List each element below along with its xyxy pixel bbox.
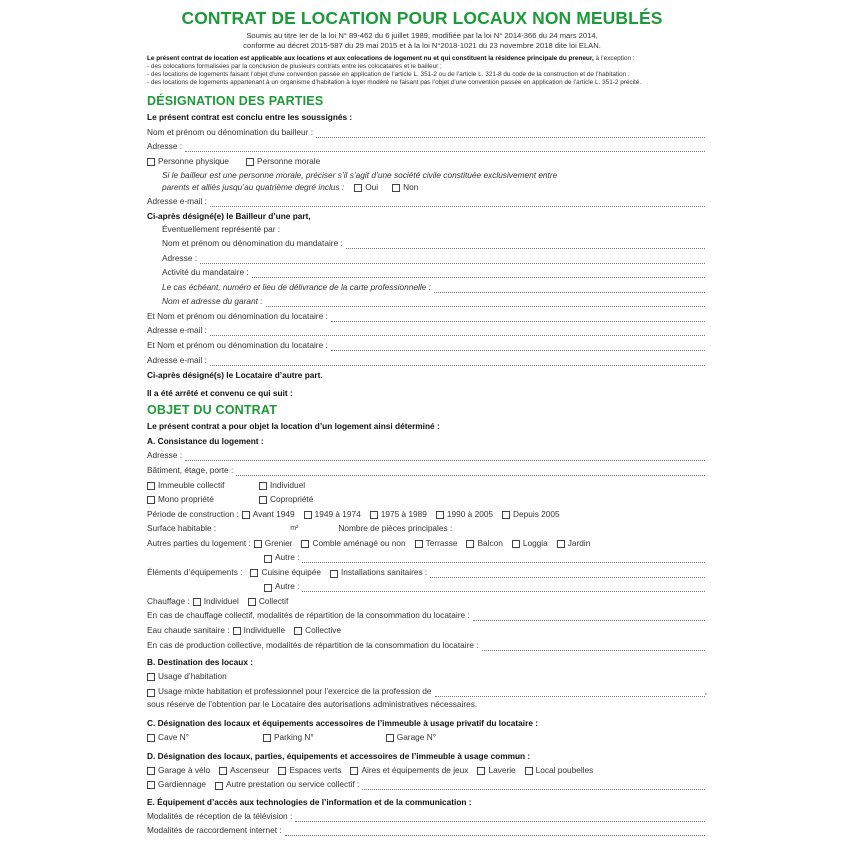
bailleur-name-label: Nom et prénom ou dénomination du bailleur : — [147, 127, 314, 137]
checkbox-label: Immeuble collectif — [158, 480, 225, 490]
checkbox-box[interactable] — [512, 540, 520, 548]
locataire-2-email-label: Adresse e-mail : — [147, 355, 207, 365]
section-heading-parties: DÉSIGNATION DES PARTIES — [147, 94, 324, 108]
autres-parties-row — [147, 538, 599, 549]
section-c-title: C. Désignation des locaux et équipements accessoires de l’immeuble à usage privatif du locataire : — [147, 718, 539, 728]
checkbox-autre-equipement[interactable] — [264, 584, 272, 592]
checkbox-eau-collective[interactable] — [294, 625, 341, 636]
checkbox-garage[interactable] — [386, 732, 436, 743]
logement-address-field[interactable] — [147, 450, 705, 461]
checkbox-label: Collective — [305, 625, 342, 635]
page-title: CONTRAT DE LOCATION POUR LOCAUX NON MEUBLÉS — [181, 8, 663, 28]
autre-parties-label: Autre : — [275, 552, 300, 562]
eau-chaude-label: Eau chaude sanitaire : — [147, 625, 230, 635]
section-a-title: A. Consistance du logement : — [147, 436, 264, 446]
checkbox-label: Collectif — [258, 596, 289, 606]
section-e-title: E. Équipement d’accès aux technologies de l’information et de la communication : — [147, 797, 472, 807]
checkbox-periode-4[interactable] — [436, 509, 493, 520]
checkbox-box[interactable] — [147, 734, 155, 742]
checkbox-box[interactable] — [250, 569, 258, 577]
checkbox-box[interactable] — [259, 496, 267, 504]
checkbox-box[interactable] — [301, 540, 309, 548]
checkbox-box[interactable] — [502, 511, 510, 519]
checkbox-loggia[interactable] — [512, 538, 548, 549]
checkbox-label: Terrasse — [425, 538, 458, 548]
section-d-title: D. Désignation des locaux, parties, équipements et accessoires de l’immeuble à usage commun : — [147, 751, 531, 761]
chauffage-row — [147, 596, 297, 607]
checkbox-box[interactable] — [147, 767, 155, 775]
bailleur-name-line[interactable] — [316, 129, 705, 138]
checkbox-box[interactable] — [259, 482, 267, 490]
usage-mixte-label: Usage mixte habitation et professionnel pour l’exercice de la profession de — [158, 686, 432, 696]
checkbox-jardin[interactable] — [557, 538, 591, 549]
autre-parties-field[interactable] — [264, 552, 705, 563]
carte-pro-label: Le cas échéant, numéro et lieu de délivrance de la carte professionnelle : — [162, 282, 431, 292]
checkbox-box[interactable] — [246, 158, 254, 166]
sci-question-line-1: Si le bailleur est une personne morale, préciser s’il s’agit d’une société civile constituée exclusivement entre — [162, 170, 558, 180]
checkbox-box[interactable] — [147, 496, 155, 504]
carte-pro-field[interactable] — [162, 282, 705, 293]
tv-line[interactable] — [295, 813, 705, 822]
checkbox-label: 1990 à 2005 — [446, 509, 494, 519]
internet-line[interactable] — [285, 827, 705, 836]
checkbox-usage-habitation[interactable] — [147, 671, 227, 682]
checkbox-box[interactable] — [304, 511, 312, 519]
checkbox-laverie[interactable] — [477, 765, 515, 776]
intro-item-2: - des locations de logements faisant l’objet d’une convention passée en application de l’article L. 351-2 ou de l’article L. 321-8 du code de la construction et de l’habitation ; — [147, 71, 630, 78]
checkbox-gardiennage[interactable] — [147, 779, 206, 790]
objet-lead: Le présent contrat a pour objet la location d’un logement ainsi déterminé : — [147, 421, 440, 431]
checkbox-label: 1949 à 1974 — [314, 509, 361, 519]
logement-address-label: Adresse : — [147, 450, 183, 460]
internet-label: Modalités de raccordement internet : — [147, 825, 282, 835]
checkbox-garage-velo[interactable] — [147, 765, 210, 776]
eau-modalites-line[interactable] — [482, 642, 705, 651]
equipements-label: Éléments d’équipements : — [147, 567, 243, 577]
autre-equipement-field[interactable] — [264, 581, 705, 592]
checkbox-box[interactable] — [370, 511, 378, 519]
garant-field[interactable] — [162, 296, 705, 307]
mandataire-activity-label: Activité du mandataire : — [162, 267, 249, 277]
checkbox-box[interactable] — [557, 540, 565, 548]
checkbox-periode-2[interactable] — [304, 509, 361, 520]
checkbox-label: Garage à vélo — [158, 765, 211, 775]
mandataire-name-field[interactable] — [162, 238, 705, 249]
autres-parties-label: Autres parties du logement : — [147, 538, 251, 548]
eau-modalites-field[interactable] — [147, 640, 705, 651]
checkbox-non[interactable] — [392, 182, 418, 193]
checkbox-box[interactable] — [147, 673, 155, 681]
checkbox-label: Avant 1949 — [252, 509, 295, 519]
checkbox-eau-individuelle[interactable] — [233, 625, 286, 636]
intro-text — [147, 55, 707, 63]
checkbox-label: Laverie — [488, 765, 516, 775]
chauffage-modalites-label: En cas de chauffage collectif, modalités de répartition de la consommation du locataire : — [147, 610, 470, 620]
communs-row-2 — [147, 779, 705, 790]
checkbox-periode-3[interactable] — [370, 509, 427, 520]
locataire-2-email-line[interactable] — [210, 357, 705, 366]
autre-equipement-label: Autre : — [275, 581, 300, 591]
checkbox-cuisine[interactable] — [250, 567, 321, 578]
checkbox-grenier[interactable] — [254, 538, 293, 549]
checkbox-label: Loggia — [522, 538, 548, 548]
ci-apres-locataire: Ci-après désigné(s) le Locataire d’autre part. — [147, 370, 323, 380]
checkbox-box[interactable] — [233, 627, 241, 635]
checkbox-box[interactable] — [466, 540, 474, 548]
checkbox-personne-physique[interactable] — [147, 156, 229, 167]
usage-mixte-comma: , — [704, 686, 707, 696]
checkbox-box[interactable] — [477, 767, 485, 775]
subtitle-line-2: conforme au décret 2015-587 du 29 mai 2015 et à la loi N°2018-1021 du 23 novembre 2018 dite loi ELAN. — [243, 41, 601, 50]
sci-question-row — [162, 182, 427, 193]
locataire-1-email-field[interactable] — [147, 325, 705, 336]
carte-pro-line[interactable] — [434, 284, 705, 293]
locataire-2-name-field[interactable] — [147, 340, 705, 351]
checkbox-box[interactable] — [248, 598, 256, 606]
surface-unit: m² — [290, 525, 299, 532]
locataire-1-name-line[interactable] — [331, 313, 705, 322]
tv-field[interactable] — [147, 811, 705, 822]
bailleur-type-row — [147, 156, 329, 167]
intro-item-3: - des locations de logements appartenant à un organisme d’habitation à loyer modéré ne faisant pas l’objet d’une convention passée en application de l’article L. 351-2 précité. — [147, 79, 642, 86]
surface-row — [147, 523, 522, 534]
checkbox-label: Mono propriété — [158, 494, 214, 504]
checkbox-box[interactable] — [147, 781, 155, 789]
checkbox-label: Cave N° — [158, 732, 189, 742]
subtitle-line-1: Soumis au titre Ier de la loi N° 89-462 du 6 juillet 1989, modifiée par la loi N° 2014-366 du 24 mars 2014, — [246, 31, 598, 40]
parties-lead: Le présent contrat est conclu entre les soussignés : — [147, 112, 353, 122]
mandataire-activity-field[interactable] — [162, 267, 705, 278]
checkbox-periode-1[interactable] — [242, 509, 295, 520]
mandataire-address-label: Adresse : — [162, 253, 198, 263]
checkbox-box[interactable] — [147, 158, 155, 166]
garant-label: Nom et adresse du garant : — [162, 296, 263, 306]
periode-row — [147, 509, 569, 520]
bailleur-email-field[interactable] — [147, 196, 705, 207]
checkbox-label: Aires et équipements de jeux — [361, 765, 469, 775]
batiment-line[interactable] — [236, 467, 705, 476]
checkbox-mono-propriete[interactable] — [147, 494, 259, 505]
bailleur-address-field[interactable] — [147, 141, 705, 152]
autre-prestation-line[interactable] — [362, 781, 705, 790]
pieces-label: Nombre de pièces principales : — [338, 523, 453, 533]
chauffage-modalites-field[interactable] — [147, 610, 705, 621]
ci-apres-bailleur: Ci-après désigné(e) le Bailleur d’une part, — [147, 211, 311, 221]
chauffage-label: Chauffage : — [147, 596, 190, 606]
chauffage-modalites-line[interactable] — [473, 612, 705, 621]
checkbox-box[interactable] — [436, 511, 444, 519]
checkbox-label: Personne physique — [158, 156, 230, 166]
checkbox-box[interactable] — [354, 184, 362, 192]
represente-label: Éventuellement représenté par : — [162, 224, 281, 234]
checkbox-label: Cuisine équipée — [261, 567, 321, 577]
batiment-field[interactable] — [147, 465, 705, 476]
checkbox-label: Espaces verts — [289, 765, 342, 775]
checkbox-label: Individuel — [270, 480, 306, 490]
annexes-privatives-row — [147, 732, 506, 743]
autre-prestation-label: Autre prestation ou service collectif : — [225, 779, 360, 789]
surface-label: Surface habitable : — [147, 523, 217, 533]
checkbox-label: Ascenseur — [230, 765, 270, 775]
batiment-label: Bâtiment, étage, porte : — [147, 465, 234, 475]
checkbox-label: Oui — [365, 182, 379, 192]
internet-field[interactable] — [147, 825, 705, 836]
mandataire-address-line[interactable] — [200, 255, 705, 264]
checkbox-oui[interactable] — [354, 182, 378, 193]
checkbox-chauffage-individuel[interactable] — [193, 596, 239, 607]
autre-equipement-line[interactable] — [302, 583, 705, 592]
checkbox-box[interactable] — [294, 627, 302, 635]
checkbox-label: Comble aménagé ou non — [312, 538, 406, 548]
eau-modalites-label: En cas de production collective, modalités de répartition de la consommation du locataire : — [147, 640, 479, 650]
checkbox-label: 1975 à 1989 — [380, 509, 427, 519]
checkbox-label: Jardin — [567, 538, 591, 548]
checkbox-label: Individuelle — [243, 625, 286, 635]
usage-mixte-line[interactable] — [435, 688, 705, 697]
checkbox-label: Balcon — [477, 538, 503, 548]
checkbox-box[interactable] — [254, 540, 262, 548]
locataire-1-email-line[interactable] — [210, 327, 705, 336]
immeuble-row — [147, 480, 314, 491]
bailleur-email-label: Adresse e-mail : — [147, 196, 207, 206]
checkbox-autre-parties[interactable] — [264, 555, 272, 563]
checkbox-box[interactable] — [386, 734, 394, 742]
checkbox-box[interactable] — [525, 767, 533, 775]
checkbox-label: Non — [403, 182, 419, 192]
checkbox-comble[interactable] — [301, 538, 405, 549]
checkbox-label: Parking N° — [273, 732, 314, 742]
arrete-convenu: Il a été arrêté et convenu ce qui suit : — [147, 388, 293, 398]
checkbox-box[interactable] — [193, 598, 201, 606]
eau-chaude-row — [147, 625, 350, 636]
mandataire-activity-line[interactable] — [252, 269, 705, 278]
checkbox-local-poubelles[interactable] — [525, 765, 594, 776]
checkbox-balcon[interactable] — [466, 538, 502, 549]
mandataire-name-label: Nom et prénom ou dénomination du mandataire : — [162, 238, 343, 248]
bailleur-email-line[interactable] — [210, 198, 705, 207]
checkbox-periode-5[interactable] — [502, 509, 560, 520]
locataire-2-name-label: Et Nom et prénom ou dénomination du locataire : — [147, 340, 328, 350]
garant-line[interactable] — [266, 298, 705, 307]
propriete-row — [147, 494, 322, 505]
checkbox-copropriete[interactable] — [259, 494, 313, 505]
checkbox-terrasse[interactable] — [415, 538, 458, 549]
mandataire-address-field[interactable] — [162, 253, 705, 264]
checkbox-label: Personne morale — [257, 156, 321, 166]
locataire-1-email-label: Adresse e-mail : — [147, 325, 207, 335]
checkbox-chauffage-collectif[interactable] — [248, 596, 289, 607]
logement-address-line[interactable] — [185, 452, 705, 461]
intro-bold: Le présent contrat de location est applicable aux locations et aux colocations de logement nu et qui constituent la résidence principale du preneur, — [147, 55, 594, 62]
checkbox-ascenseur[interactable] — [219, 765, 269, 776]
checkbox-box[interactable] — [392, 184, 400, 192]
intro-tail: à l’exception : — [593, 55, 635, 62]
sci-question-line-2: parents et alliés jusqu’au quatrième degré inclus : — [162, 182, 345, 192]
checkbox-box[interactable] — [242, 511, 250, 519]
checkbox-box[interactable] — [278, 767, 286, 775]
reserve-text: sous réserve de l’obtention par le Locataire des autorisations administratives nécessaires. — [147, 699, 478, 709]
communs-row — [147, 765, 602, 776]
checkbox-box[interactable] — [219, 767, 227, 775]
checkbox-personne-morale[interactable] — [246, 156, 320, 167]
locataire-2-email-field[interactable] — [147, 355, 705, 366]
checkbox-box[interactable] — [147, 482, 155, 490]
tv-label: Modalités de réception de la télévision : — [147, 811, 293, 821]
checkbox-espaces-verts[interactable] — [278, 765, 341, 776]
intro-item-1: - des colocations formalisées par la conclusion de plusieurs contrats entre les colocataires et le bailleur ; — [147, 63, 442, 70]
equipements-row — [147, 567, 705, 578]
checkbox-label: Local poubelles — [535, 765, 594, 775]
checkbox-label: Individuel — [203, 596, 239, 606]
checkbox-individuel[interactable] — [259, 480, 305, 491]
section-b-title: B. Destination des locaux : — [147, 657, 254, 667]
checkbox-cave[interactable] — [147, 732, 189, 743]
checkbox-sanitaires[interactable] — [330, 570, 338, 578]
checkbox-aires-jeux[interactable] — [350, 765, 468, 776]
checkbox-label: Garage N° — [396, 732, 437, 742]
locataire-1-name-label: Et Nom et prénom ou dénomination du locataire : — [147, 311, 328, 321]
checkbox-label: Gardiennage — [158, 779, 206, 789]
section-heading-objet: OBJET DU CONTRAT — [147, 403, 278, 417]
periode-label: Période de construction : — [147, 509, 239, 519]
checkbox-box[interactable] — [415, 540, 423, 548]
checkbox-parking[interactable] — [263, 732, 314, 743]
autre-parties-line[interactable] — [302, 554, 705, 563]
checkbox-label: Depuis 2005 — [513, 509, 560, 519]
checkbox-immeuble-collectif[interactable] — [147, 480, 259, 491]
sanitaires-label: Installations sanitaires : — [340, 567, 428, 577]
bailleur-address-line[interactable] — [185, 143, 705, 152]
checkbox-autre-prestation[interactable] — [215, 782, 223, 790]
bailleur-name-field[interactable] — [147, 127, 705, 138]
locataire-1-name-field[interactable] — [147, 311, 705, 322]
checkbox-label: Copropriété — [270, 494, 314, 504]
sanitaires-line[interactable] — [430, 569, 705, 578]
checkbox-usage-mixte[interactable] — [147, 689, 155, 697]
bailleur-address-label: Adresse : — [147, 141, 183, 151]
usage-habitation-row — [147, 671, 236, 682]
locataire-2-name-line[interactable] — [331, 342, 705, 351]
checkbox-box[interactable] — [350, 767, 358, 775]
checkbox-box[interactable] — [263, 734, 271, 742]
mandataire-name-line[interactable] — [346, 240, 705, 249]
usage-mixte-field[interactable] — [147, 686, 707, 697]
checkbox-label: Usage d’habitation — [158, 671, 227, 681]
checkbox-label: Grenier — [264, 538, 293, 548]
